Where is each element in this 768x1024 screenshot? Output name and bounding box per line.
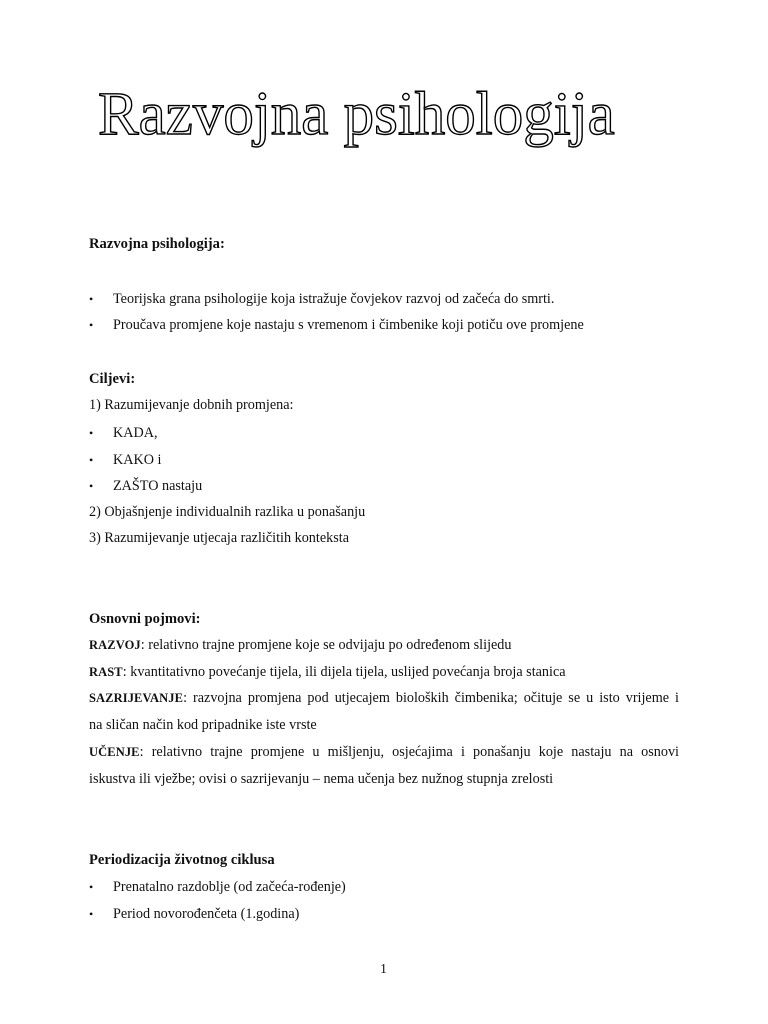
periodization-bullet-text: Period novorođenčeta (1.godina) [113,906,300,922]
periodization-bullet-text: Prenatalno razdoblje (od začeća-rođenje) [113,879,346,895]
periodization-heading: Periodizacija životnog ciklusa [89,852,275,868]
intro-bullet-text: Teorijska grana psihologije koja istražuje čovjekov razvoj od začeća do smrti. [113,291,555,307]
goal-item-3: 3) Razumijevanje utjecaja različitih konteksta [89,530,349,546]
page-number: 1 [380,962,387,977]
concept-term: UČENJE [89,745,140,759]
concept-rast [89,663,566,681]
concept-definition: : razvojna promjena pod utjecajem bioloških čimbenika; očituje se u isto vrijeme i [183,690,679,706]
concept-ucenje-line1 [89,743,679,761]
concept-sazrijevanje-line2: na sličan način kod pripadnike iste vrste [89,717,317,733]
goal-sub-bullet-text: KADA, [113,425,158,441]
bullet-icon: • [89,880,94,894]
goal-sub-bullet-text: KAKO i [113,452,162,468]
concept-term: RAST [89,665,123,679]
concept-definition: : relativno trajne promjene koje se odvijaju po određenom slijedu [140,637,512,653]
bullet-icon: • [89,453,94,467]
goal-item-1: 1) Razumijevanje dobnih promjena: [89,397,294,413]
intro-bullet-text: Proučava promjene koje nastaju s vremenom i čimbenike koji potiču ove promjene [113,317,584,333]
intro-heading: Razvojna psihologija: [89,236,225,252]
goal-item-2: 2) Objašnjenje individualnih razlika u ponašanju [89,504,366,520]
bullet-icon: • [89,479,94,493]
concept-razvoj [89,636,512,654]
concept-ucenje-line2: iskustva ili vježbe; ovisi o sazrijevanju – nema učenja bez nužnog stupnja zrelosti [89,771,554,787]
bullet-icon: • [89,426,94,440]
goals-heading: Ciljevi: [89,371,136,387]
bullet-icon: • [89,318,94,332]
concept-term: SAZRIJEVANJE [89,691,184,705]
concepts-heading: Osnovni pojmovi: [89,611,201,627]
bullet-icon: • [89,907,94,921]
concept-definition: : kvantitativno povećanje tijela, ili dijela tijela, uslijed povećanja broja stanica [122,664,566,680]
bullet-icon: • [89,292,94,306]
concept-term: RAZVOJ [89,638,141,652]
page-title: Razvojna psihologija [98,81,615,148]
goal-sub-bullet-text: ZAŠTO nastaju [113,478,203,494]
concept-definition: : relativno trajne promjene u mišljenju, osjećajima i ponašanju koje nastaju na osnovi [139,744,679,760]
concept-sazrijevanje-line1 [89,689,679,707]
